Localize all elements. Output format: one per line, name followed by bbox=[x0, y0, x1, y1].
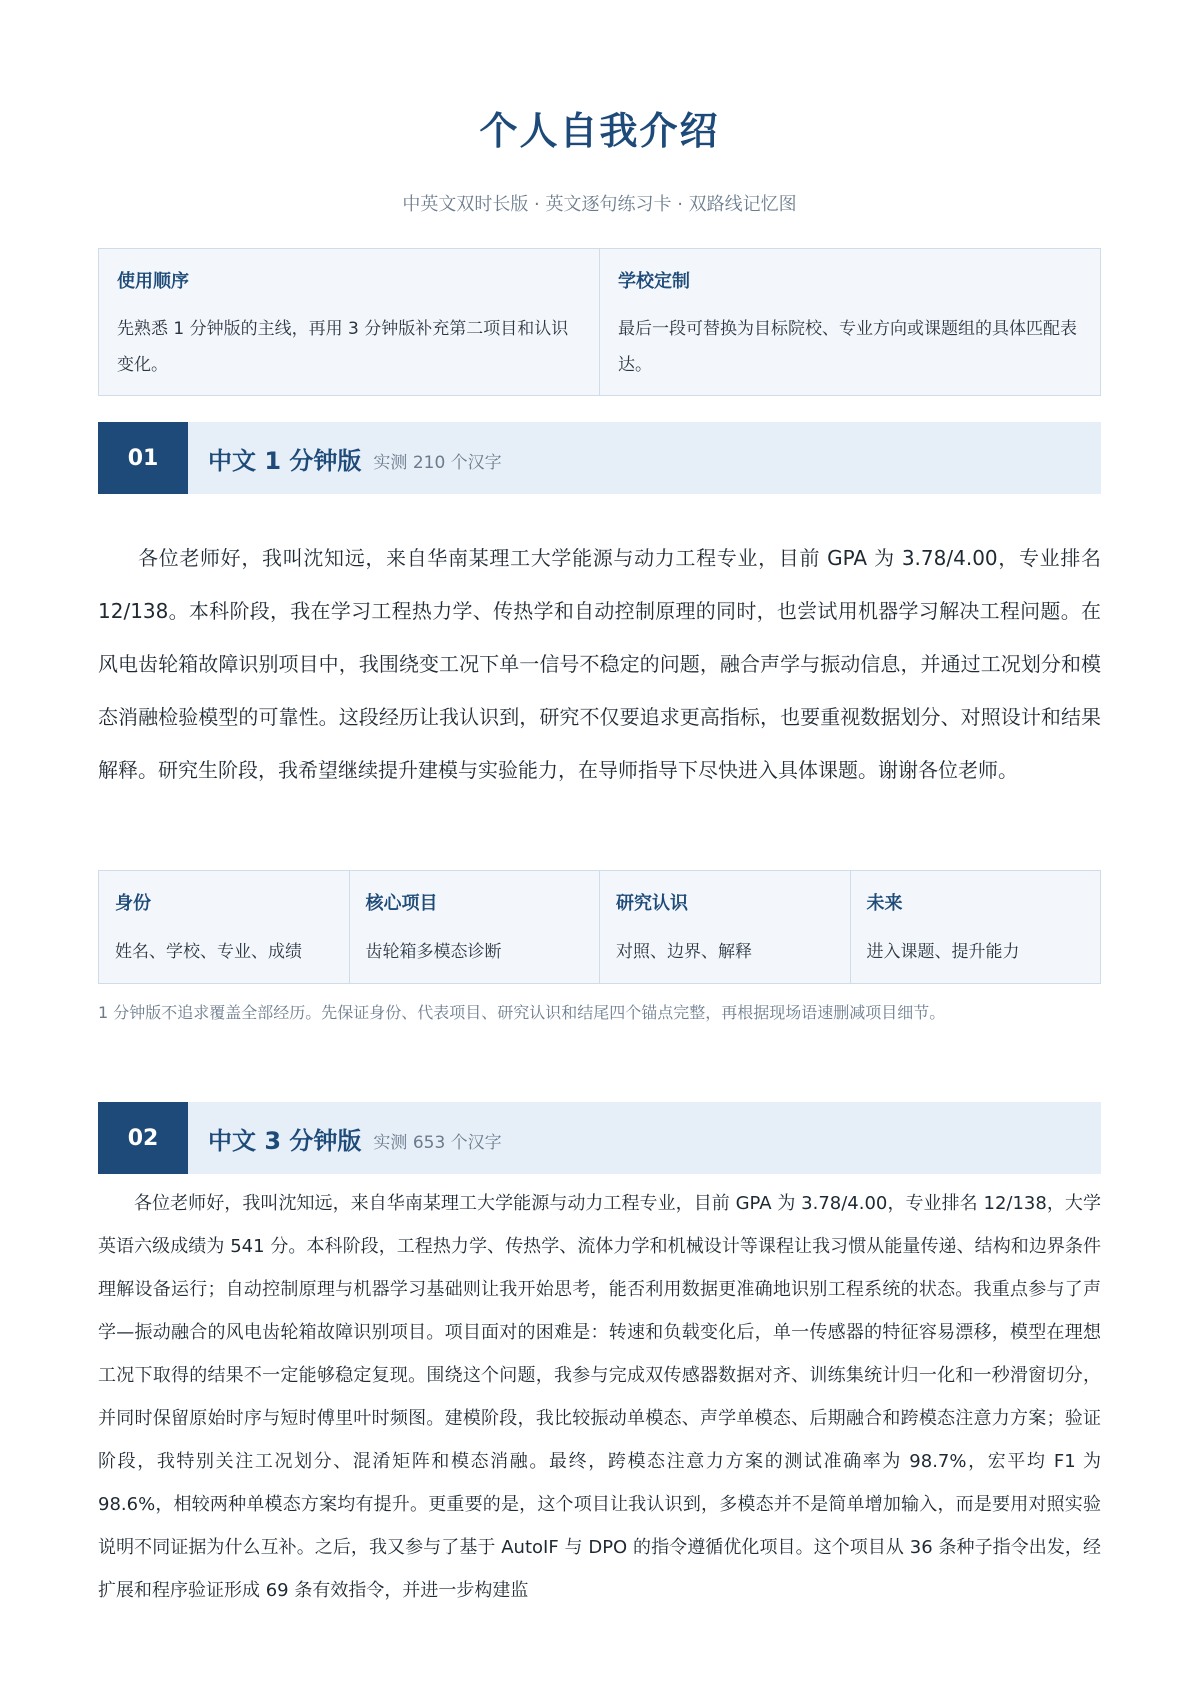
section-header-1min bbox=[98, 422, 1101, 494]
speech-text-1min: 各位老师好，我叫沈知远，来自华南某理工大学能源与动力工程专业，目前 GPA 为 3.78/4.00，专业排名 12/138。本科阶段，我在学习工程热力学、传热学和自动控制原理的同时，也尝试用机器学习解决工程问题。在风电齿轮箱故障识别项目中，我围绕变工况下单一信号不稳定的问题，融合声学与振动信息，并通过工况划分和模态消融检验模型的可靠性。这段经历让我认识到，研究不仅要追求更高指标，也要重视数据划分、对照设计和结果解释。研究生阶段，我希望继续提升建模与实验能力，在导师指导下尽快进入具体课题。谢谢各位老师。 bbox=[98, 546, 1101, 782]
anchor-text: 对照、边界、解释 bbox=[616, 942, 752, 962]
anchor-cell-future bbox=[850, 871, 1101, 983]
usage-info-grid bbox=[98, 248, 1101, 396]
anchor-text: 齿轮箱多模态诊断 bbox=[365, 942, 502, 962]
anchor-text: 姓名、学校、专业、成绩 bbox=[115, 942, 302, 962]
section-header-3min bbox=[98, 1102, 1101, 1174]
info-cell-school bbox=[599, 249, 1100, 395]
section-char-count: 实测 653 个汉字 bbox=[373, 1132, 502, 1153]
anchor-label: 未来 bbox=[866, 893, 903, 914]
section-note: 1 分钟版不追求覆盖全部经历。先保证身份、代表项目、研究认识和结尾四个锚点完整，再根据现场语速删减项目细节。 bbox=[98, 1003, 946, 1022]
section-number: 01 bbox=[98, 422, 188, 494]
info-text: 最后一段可替换为目标院校、专业方向或课题组的具体匹配表达。 bbox=[618, 319, 1077, 375]
section-title: 中文 3 分钟版 bbox=[208, 1126, 362, 1155]
anchor-cell-identity bbox=[99, 871, 349, 983]
anchor-grid bbox=[98, 870, 1101, 984]
anchor-cell-insight bbox=[599, 871, 850, 983]
page-subtitle: 中英文双时长版 · 英文逐句练习卡 · 双路线记忆图 bbox=[402, 194, 797, 215]
anchor-text: 进入课题、提升能力 bbox=[866, 942, 1020, 962]
anchor-label: 核心项目 bbox=[365, 893, 438, 914]
info-cell-order bbox=[99, 249, 599, 395]
anchor-label: 研究认识 bbox=[616, 893, 688, 914]
anchor-label: 身份 bbox=[115, 893, 151, 914]
page-title: 个人自我介绍 bbox=[479, 109, 720, 153]
speech-text-3min: 各位老师好，我叫沈知远，来自华南某理工大学能源与动力工程专业，目前 GPA 为 3.78/4.00，专业排名 12/138，大学英语六级成绩为 541 分。本科阶段，工程热力学、传热学、流体力学和机械设计等课程让我习惯从能量传递、结构和边界条件理解设备运行；自动控制原理与机器学习基础则让我开始思考，能否利用数据更准确地识别工程系统的状态。我重点参与了声学—振动融合的风电齿轮箱故障识别项目。项目面对的困难是：转速和负载变化后，单一传感器的特征容易漂移，模型在理想工况下取得的结果不一定能够稳定复现。围绕这个问题，我参与完成双传感器数据对齐、训练集统计归一化和一秒滑窗切分，并同时保留原始时序与短时傅里叶时频图。建模阶段，我比较振动单模态、声学单模态、后期融合和跨模态注意力方案；验证阶段，我特别关注工况划分、混淆矩阵和模态消融。最终，跨模态注意力方案的测试准确率为 98.7%，宏平均 F1 为 98.6%，相较两种单模态方案均有提升。更重要的是，这个项目让我认识到，多模态并不是简单增加输入，而是要用对照实验说明不同证据为什么互补。之后，我又参与了基于 AutoIF 与 DPO 的指令遵循优化项目。这个项目从 36 条种子指令出发，经扩展和程序验证形成 69 条有效指令，并进一步构建监 bbox=[98, 1193, 1101, 1601]
section-char-count: 实测 210 个汉字 bbox=[373, 452, 502, 473]
section-number: 02 bbox=[98, 1102, 188, 1174]
info-label: 使用顺序 bbox=[117, 271, 189, 292]
section-title: 中文 1 分钟版 bbox=[208, 446, 362, 475]
info-text: 先熟悉 1 分钟版的主线，再用 3 分钟版补充第二项目和认识变化。 bbox=[117, 319, 569, 375]
info-label: 学校定制 bbox=[618, 271, 690, 292]
anchor-cell-project bbox=[349, 871, 600, 983]
